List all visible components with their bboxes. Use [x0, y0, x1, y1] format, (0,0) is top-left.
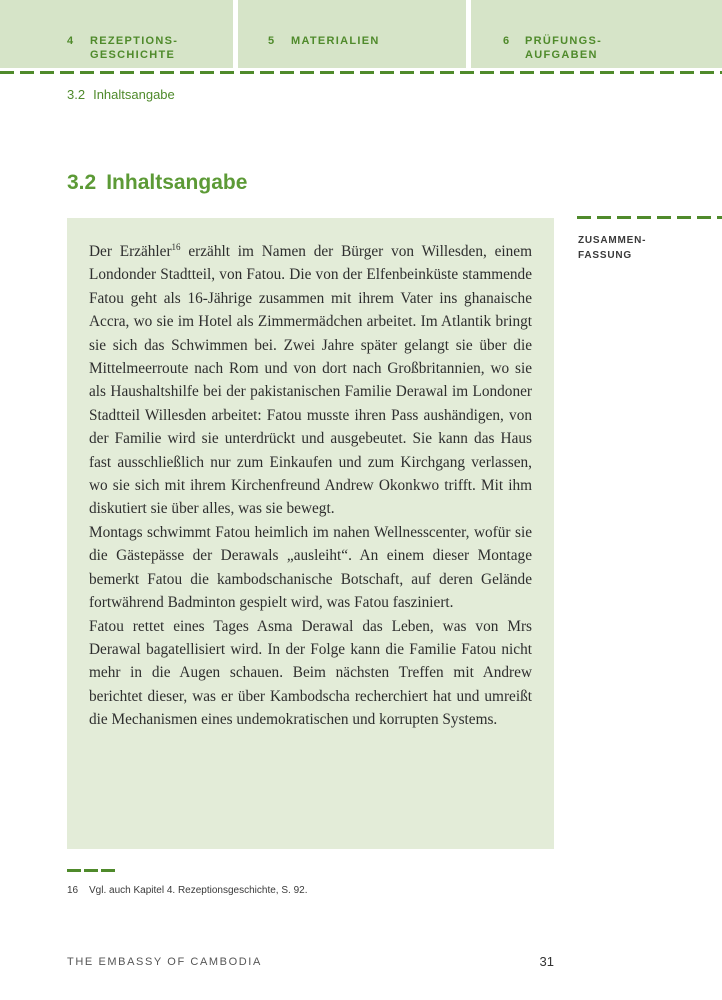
tab-label: REZEPTIONS- GESCHICHTE: [90, 35, 179, 61]
page-number: 31: [539, 954, 554, 969]
sidebar-label: ZUSAMMEN- FASSUNG: [578, 235, 647, 261]
footer-book-title: THE EMBASSY OF CAMBODIA: [67, 956, 262, 968]
running-head-number: 3.2: [67, 87, 86, 102]
running-head-text: Inhaltsangabe: [93, 87, 175, 102]
summary-box: [67, 218, 554, 849]
summary-paragraph: [89, 240, 532, 521]
header-dashed-divider: [0, 71, 722, 74]
footnote: [67, 885, 307, 896]
tab-number: 6: [503, 35, 511, 47]
footnote-reference[interactable]: 16: [171, 241, 181, 252]
summary-text: Der Erzähler: [89, 243, 172, 260]
summary-paragraph: Montags schwimmt Fatou heimlich im nahen Wellnesscenter, wofür sie die Gästepässe der Derawals „ausleiht“. An einem dieser Montage bemerkt Fatou die kambodschanische Botschaft, auf deren Gelände fortwährend Badminton gespielt wird, was Fatou fasziniert.: [89, 523, 532, 612]
tab-rezeptionsgeschichte[interactable]: [0, 0, 233, 68]
section-title: [67, 171, 247, 195]
footnote-text: Vgl. auch Kapitel 4. Rezeptionsgeschichte, S. 92.: [89, 885, 308, 896]
tab-number: 5: [268, 35, 276, 47]
running-head: [67, 87, 175, 102]
sidebar-dashed-divider: [577, 216, 722, 219]
summary-text: erzählt im Namen der Bürger von Willesden, einem Londonder Stadtteil, von Fatou. Die von der Elfenbeinküste stammende Fatou geht als 16-Jährige zusammen mit ihrem Vater ins ghanaische Accra, wo sie im Hotel als Zimmermädchen arbeitet. Im Atlantik bringt sie sich das Schwimmen bei. Zwei Jahre später gelangt sie über die Mittelmeerroute nach Rom und von dort nach Großbritannien, wo sie als Haushaltshilfe bei der pakistanischen Familie Derawal im Londoner Stadtteil Willesden arbeitet: Fatou musste ihren Pass aushändigen, von der Familie wird sie unterdrückt und ausgebeutet. Sie kann das Haus fast ausschließlich nur zum Einkaufen und zum Kirchgang verlassen, wo sie sich mit ihrem Kirchenfreund Andrew Okonkwo trifft. Mit ihm diskutiert sie über alles, was sie bewegt.: [89, 243, 532, 518]
footnote-number: 16: [67, 885, 79, 896]
chapter-tabs: [0, 0, 722, 68]
footnote-divider: [67, 869, 115, 872]
summary-paragraph: Fatou rettet eines Tages Asma Derawal das Leben, was von Mrs Derawal bagatellisiert wird. In der Folge kann die Familie Fatou nicht mehr in die Augen schauen. Beim nächsten Treffen mit Andrew berichtet dieser, was er über Kambodscha recherchiert hat und umreißt die Mechanismen eines undemokratischen und korrupten Systems.: [89, 617, 532, 729]
tab-pruefungsaufgaben[interactable]: [471, 0, 722, 68]
tab-label: MATERIALIEN: [291, 35, 380, 47]
tab-label: PRÜFUNGS- AUFGABEN: [525, 35, 603, 61]
section-title-text: Inhaltsangabe: [106, 171, 248, 194]
tab-number: 4: [67, 35, 75, 47]
section-number: 3.2: [67, 171, 97, 194]
tab-materialien[interactable]: [238, 0, 466, 68]
